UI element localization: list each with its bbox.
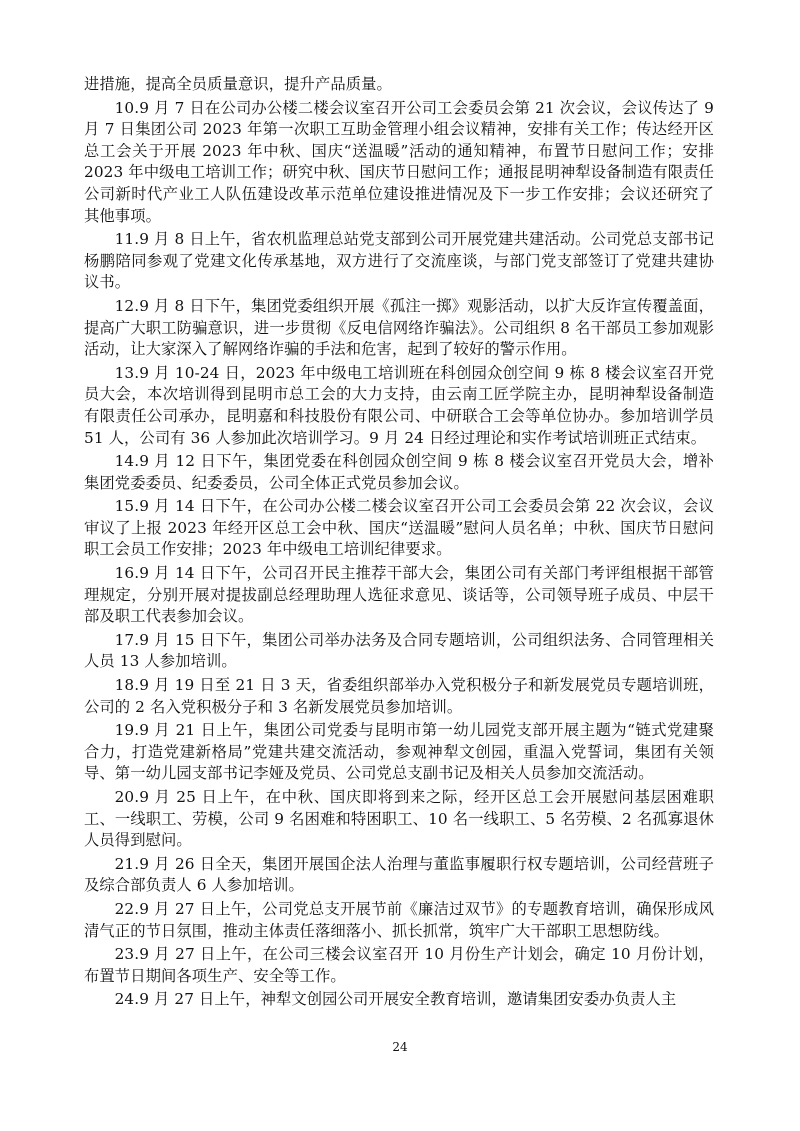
paragraph-item-16: 16.9 月 14 日下午，公司召开民主推荐干部大会，集团公司有关部门考评组根据干部管理规定，分别开展对提拔副总经理助理人选征求意见、谈话等，公司领导班子成员、中层干部及职工代表参加会议。	[84, 564, 714, 626]
paragraph-item-20: 20.9 月 25 日上午，在中秋、国庆即将到来之际，经开区总工会开展慰问基层困难职工、一线职工、劳模，公司 9 名困难和特困职工、10 名一线职工、5 名劳模、2 名孤寡退休人员得到慰问。	[84, 788, 714, 850]
paragraph-item-13: 13.9 月 10-24 日，2023 年中级电工培训班在科创园众创空间 9 栋 8 楼会议室召开党员大会，本次培训得到昆明市总工会的大力支持，由云南工匠学院主办，昆明神犁设备制造有限责任公司承办，昆明嘉和科技股份有限公司、中研联合工会等单位协办。参加培训学员 51 人，公司有 36 人参加此次培训学习。9 月 24 日经过理论和实作考试培训班正式结束。	[84, 363, 714, 447]
paragraph-item-17: 17.9 月 15 日下午，集团公司举办法务及合同专题培训，公司组织法务、合同管理相关人员 13 人参加培训。	[84, 630, 714, 671]
paragraph-item-24: 24.9 月 27 日上午，神犁文创园公司开展安全教育培训，邀请集团安委办负责人主	[114, 990, 677, 1009]
paragraph-item-15: 15.9 月 14 日下午，在公司办公楼二楼会议室召开公司工会委员会第 22 次会议，会议审议了上报 2023 年经开区总工会中秋、国庆“送温暖”慰问人员名单；中秋、国庆节日慰问职工会员工作安排；2023 年中级电工培训纪律要求。	[84, 497, 714, 559]
document-body	[84, 74, 714, 1013]
paragraph-item-11: 11.9 月 8 日上午，省农机监理总站党支部到公司开展党建共建活动。公司党总支部书记杨鹏陪同参观了党建文化传承基地，双方进行了交流座谈，与部门党支部签订了党建共建协议书。	[84, 230, 714, 292]
paragraph-item-23: 23.9 月 27 日上午，在公司三楼会议室召开 10 月份生产计划会，确定 10 月份计划，布置节日期间各项生产、安全等工作。	[84, 945, 714, 985]
paragraph-item-21: 21.9 月 26 日全天，集团开展国企法人治理与董监事履职行权专题培训，公司经营班子及综合部负责人 6 人参加培训。	[84, 854, 714, 895]
paragraph-item-14: 14.9 月 12 日下午，集团党委在科创园众创空间 9 栋 8 楼会议室召开党员大会，增补集团党委委员、纪委委员，公司全体正式党员参加会议。	[84, 452, 714, 492]
paragraph-continuation: 进措施，提高全员质量意识，提升产品质量。	[84, 75, 392, 93]
paragraph-item-22: 22.9 月 27 日上午，公司党总支开展节前《廉洁过双节》的专题教育培训，确保形成风清气正的节日氛围，推动主体责任落细落小、抓长抓常，筑牢广大干部职工思想防线。	[84, 899, 714, 940]
paragraph-item-19: 19.9 月 21 日上午，集团公司党委与昆明市第一幼儿园党支部开展主题为“链式党建聚合力，打造党建新格局”党建共建交流活动，参观神犁文创园，重温入党誓词，集团有关领导、第一幼儿园支部书记李娅及党员、公司党总支副书记及相关人员参加交流活动。	[84, 721, 714, 783]
paragraph-item-10: 10.9 月 7 日在公司办公楼二楼会议室召开公司工会委员会第 21 次会议，会议传达了 9 月 7 日集团公司 2023 年第一次职工互助金管理小组会议精神，安排有关工作；传达经开区总工会关于开展 2023 年中秋、国庆“送温暖”活动的通知精神，布置节日慰问工作；安排 2023 年中级电工培训工作；研究中秋、国庆节日慰问工作；通报昆明神犁设备制造有限责任公司新时代产业工人队伍建设改革示范单位建设推进情况及下一步工作安排；会议还研究了其他事项。	[84, 98, 714, 225]
paragraph-item-18: 18.9 月 19 日至 21 日 3 天，省委组织部举办入党积极分子和新发展党员专题培训班，公司的 2 名入党积极分子和 3 名新发展党员参加培训。	[84, 676, 714, 716]
page-number: 24	[392, 1040, 408, 1054]
paragraph-item-12: 12.9 月 8 日下午，集团党委组织开展《孤注一掷》观影活动，以扩大反诈宣传覆盖面，提高广大职工防骗意识，进一步贯彻《反电信网络诈骗法》。公司组织 8 名干部员工参加观影活动，让大家深入了解网络诈骗的手法和危害，起到了较好的警示作用。	[84, 296, 714, 359]
